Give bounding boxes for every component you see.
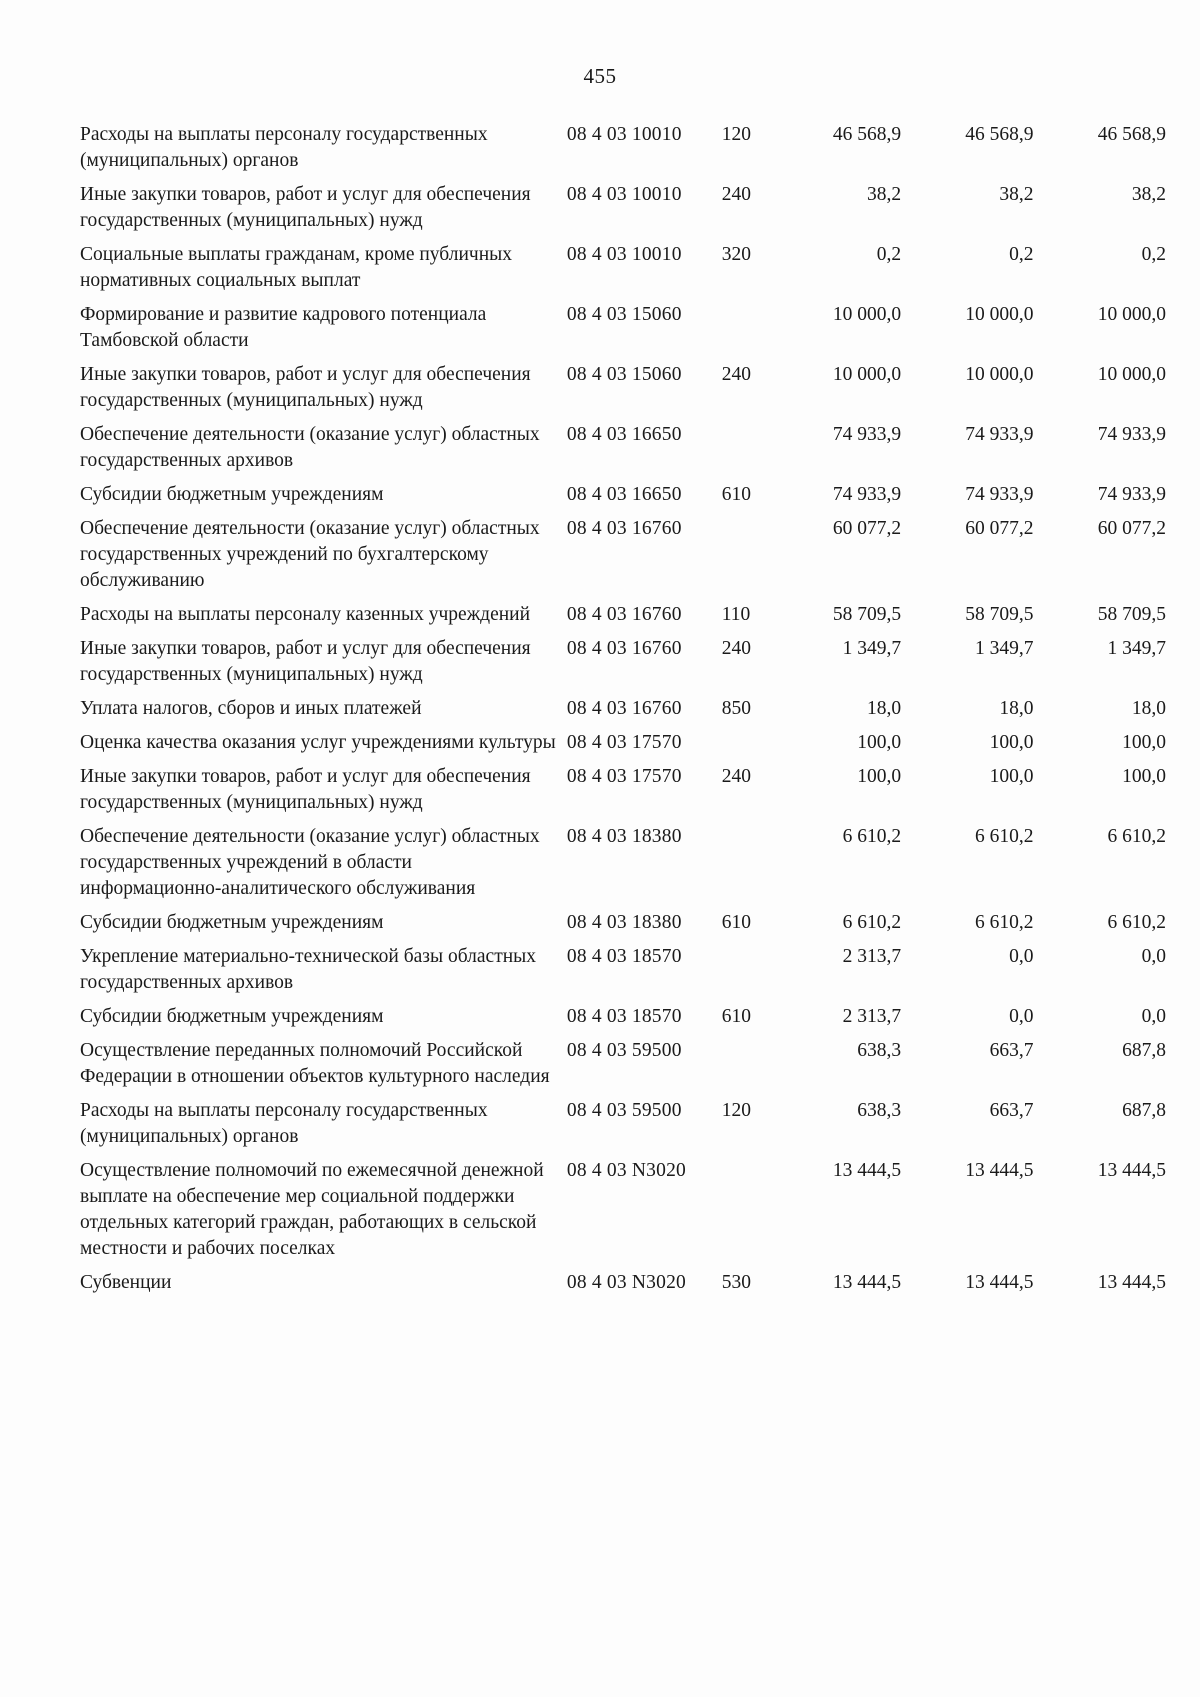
- row-value-1: 18,0: [866, 698, 902, 719]
- row-value-2: 100,0: [989, 766, 1034, 787]
- row-value-2: 0,0: [1009, 946, 1034, 967]
- row-value-1: 74 933,9: [832, 484, 902, 505]
- row-value-2: 13 444,5: [965, 1272, 1034, 1293]
- row-code: 08 4 03 10010: [566, 184, 682, 205]
- row-type: 530: [721, 1272, 751, 1293]
- row-value-3: 74 933,9: [1097, 484, 1166, 505]
- row-value-1: 100,0: [857, 732, 902, 753]
- row-name: Субвенции: [80, 1272, 172, 1293]
- row-value-2: 6 610,2: [975, 912, 1034, 933]
- row-value-3: 58 709,5: [1097, 604, 1166, 625]
- row-type: [722, 422, 773, 482]
- row-value-1: 638,3: [857, 1040, 902, 1061]
- row-value-3: 13 444,5: [1097, 1160, 1166, 1181]
- row-name: Расходы на выплаты персоналу государственных (муниципальных) органов: [80, 124, 488, 171]
- row-value-3: 46 568,9: [1097, 124, 1166, 145]
- row-code: 08 4 03 N3020: [566, 1160, 686, 1181]
- row-name: Укрепление материально-технической базы областных государственных архивов: [80, 946, 537, 993]
- row-name: Расходы на выплаты персоналу казенных учреждений: [80, 604, 531, 625]
- row-value-2: 663,7: [989, 1040, 1034, 1061]
- row-type: 240: [721, 638, 751, 659]
- table-row: [80, 1098, 1170, 1158]
- budget-table-body: [80, 122, 1170, 1304]
- row-value-2: 100,0: [989, 732, 1034, 753]
- row-value-3: 0,2: [1141, 244, 1166, 265]
- row-type: 120: [721, 1100, 751, 1121]
- row-code: 08 4 03 15060: [566, 304, 682, 325]
- row-code: 08 4 03 59500: [566, 1040, 682, 1061]
- row-value-3: 100,0: [1122, 766, 1166, 787]
- row-value-3: 38,2: [1131, 184, 1166, 205]
- row-value-2: 663,7: [989, 1100, 1034, 1121]
- row-type: [722, 1158, 773, 1270]
- row-name: Субсидии бюджетным учреждениям: [80, 1006, 384, 1027]
- row-type: 110: [721, 604, 751, 625]
- table-row: [80, 602, 1170, 636]
- row-code: 08 4 03 18380: [566, 826, 682, 847]
- row-value-3: 0,0: [1141, 1006, 1166, 1027]
- row-type: 850: [721, 698, 751, 719]
- table-row: [80, 1038, 1170, 1098]
- row-name: Оценка качества оказания услуг учреждениями культуры: [80, 732, 556, 753]
- row-code: 08 4 03 15060: [566, 364, 682, 385]
- row-type: [722, 824, 773, 910]
- row-code: 08 4 03 16760: [566, 638, 682, 659]
- row-code: 08 4 03 17570: [566, 766, 682, 787]
- row-value-2: 46 568,9: [965, 124, 1034, 145]
- table-row: [80, 1004, 1170, 1038]
- row-name: Обеспечение деятельности (оказание услуг) областных государственных архивов: [80, 424, 540, 471]
- row-name: Субсидии бюджетным учреждениям: [80, 484, 384, 505]
- row-type: [722, 302, 773, 362]
- row-value-1: 1 349,7: [842, 638, 902, 659]
- row-value-1: 100,0: [857, 766, 902, 787]
- row-value-1: 46 568,9: [832, 124, 902, 145]
- row-value-2: 0,2: [1009, 244, 1034, 265]
- row-type: 240: [721, 364, 751, 385]
- row-type: [722, 944, 773, 1004]
- row-value-3: 100,0: [1122, 732, 1166, 753]
- row-code: 08 4 03 18570: [566, 946, 682, 967]
- row-value-1: 10 000,0: [832, 364, 902, 385]
- row-name: Уплата налогов, сборов и иных платежей: [80, 698, 422, 719]
- row-name: Обеспечение деятельности (оказание услуг) областных государственных учреждений в области информационно-аналитического обслуживания: [80, 826, 540, 899]
- row-type: 610: [721, 912, 751, 933]
- table-row: [80, 730, 1170, 764]
- row-name: Субсидии бюджетным учреждениям: [80, 912, 384, 933]
- row-value-2: 58 709,5: [965, 604, 1034, 625]
- row-value-3: 18,0: [1131, 698, 1166, 719]
- row-value-2: 74 933,9: [965, 424, 1034, 445]
- row-name: Социальные выплаты гражданам, кроме публичных нормативных социальных выплат: [80, 244, 512, 291]
- table-row: [80, 824, 1170, 910]
- table-row: [80, 764, 1170, 824]
- row-type: [722, 1038, 773, 1098]
- row-code: 08 4 03 16760: [566, 518, 682, 539]
- row-value-3: 6 610,2: [1107, 912, 1166, 933]
- row-value-1: 60 077,2: [832, 518, 902, 539]
- row-code: 08 4 03 16760: [566, 698, 682, 719]
- row-value-1: 638,3: [857, 1100, 902, 1121]
- row-name: Иные закупки товаров, работ и услуг для обеспечения государственных (муниципальных) нужд: [80, 638, 531, 685]
- row-value-2: 6 610,2: [975, 826, 1034, 847]
- row-type: 240: [721, 184, 751, 205]
- row-value-3: 1 349,7: [1107, 638, 1166, 659]
- row-value-1: 13 444,5: [832, 1160, 902, 1181]
- row-value-2: 18,0: [999, 698, 1034, 719]
- row-code: 08 4 03 16650: [566, 484, 682, 505]
- row-value-2: 10 000,0: [965, 304, 1034, 325]
- table-row: [80, 696, 1170, 730]
- table-row: [80, 242, 1170, 302]
- row-value-1: 6 610,2: [842, 912, 902, 933]
- row-code: 08 4 03 16650: [566, 424, 682, 445]
- row-code: 08 4 03 17570: [566, 732, 682, 753]
- table-row: [80, 422, 1170, 482]
- row-value-3: 60 077,2: [1097, 518, 1166, 539]
- row-value-1: 2 313,7: [842, 946, 902, 967]
- row-name: Иные закупки товаров, работ и услуг для обеспечения государственных (муниципальных) нужд: [80, 766, 531, 813]
- table-row: [80, 182, 1170, 242]
- row-type: 120: [721, 124, 751, 145]
- row-name: Иные закупки товаров, работ и услуг для обеспечения государственных (муниципальных) нужд: [80, 184, 531, 231]
- row-value-3: 687,8: [1122, 1040, 1166, 1061]
- row-type: [722, 730, 773, 764]
- table-row: [80, 482, 1170, 516]
- row-value-3: 74 933,9: [1097, 424, 1166, 445]
- row-type: 320: [721, 244, 751, 265]
- row-name: Расходы на выплаты персоналу государственных (муниципальных) органов: [80, 1100, 488, 1147]
- row-type: [722, 516, 773, 602]
- table-row: [80, 944, 1170, 1004]
- row-value-1: 10 000,0: [832, 304, 902, 325]
- row-value-3: 10 000,0: [1097, 304, 1166, 325]
- row-value-2: 13 444,5: [965, 1160, 1034, 1181]
- row-value-2: 38,2: [999, 184, 1034, 205]
- row-value-2: 60 077,2: [965, 518, 1034, 539]
- row-type: 610: [721, 484, 751, 505]
- row-value-3: 687,8: [1122, 1100, 1166, 1121]
- row-code: 08 4 03 18570: [566, 1006, 682, 1027]
- row-code: 08 4 03 N3020: [566, 1272, 686, 1293]
- row-value-3: 6 610,2: [1107, 826, 1166, 847]
- row-value-1: 2 313,7: [842, 1006, 902, 1027]
- row-value-3: 0,0: [1141, 946, 1166, 967]
- table-row: [80, 302, 1170, 362]
- row-code: 08 4 03 18380: [566, 912, 682, 933]
- row-name: Осуществление переданных полномочий Российской Федерации в отношении объектов культурного наследия: [80, 1040, 550, 1087]
- row-code: 08 4 03 16760: [566, 604, 682, 625]
- table-row: [80, 910, 1170, 944]
- table-row: [80, 362, 1170, 422]
- row-value-2: 10 000,0: [965, 364, 1034, 385]
- row-value-3: 10 000,0: [1097, 364, 1166, 385]
- row-name: Осуществление полномочий по ежемесячной денежной выплате на обеспечение мер социальной поддержки отдельных категорий граждан, работающих в сельской местности и рабочих поселках: [80, 1160, 544, 1259]
- row-type: 240: [721, 766, 751, 787]
- row-name: Формирование и развитие кадрового потенциала Тамбовской области: [80, 304, 487, 351]
- page-number: 455: [583, 64, 617, 88]
- row-value-2: 1 349,7: [975, 638, 1034, 659]
- row-name: Иные закупки товаров, работ и услуг для обеспечения государственных (муниципальных) нужд: [80, 364, 531, 411]
- row-code: 08 4 03 10010: [566, 124, 682, 145]
- table-row: [80, 516, 1170, 602]
- row-value-1: 58 709,5: [832, 604, 902, 625]
- row-type: 610: [721, 1006, 751, 1027]
- table-row: [80, 636, 1170, 696]
- row-code: 08 4 03 10010: [566, 244, 682, 265]
- row-value-1: 38,2: [866, 184, 902, 205]
- row-value-2: 0,0: [1009, 1006, 1034, 1027]
- table-row: [80, 122, 1170, 182]
- row-value-1: 6 610,2: [842, 826, 902, 847]
- row-name: Обеспечение деятельности (оказание услуг) областных государственных учреждений по бухгалтерскому обслуживанию: [80, 518, 540, 591]
- row-value-1: 13 444,5: [832, 1272, 902, 1293]
- table-row: [80, 1270, 1170, 1304]
- row-code: 08 4 03 59500: [566, 1100, 682, 1121]
- row-value-2: 74 933,9: [965, 484, 1034, 505]
- budget-table: [80, 122, 1170, 1304]
- row-value-1: 0,2: [876, 244, 902, 265]
- row-value-3: 13 444,5: [1097, 1272, 1166, 1293]
- table-row: [80, 1158, 1170, 1270]
- row-value-1: 74 933,9: [832, 424, 902, 445]
